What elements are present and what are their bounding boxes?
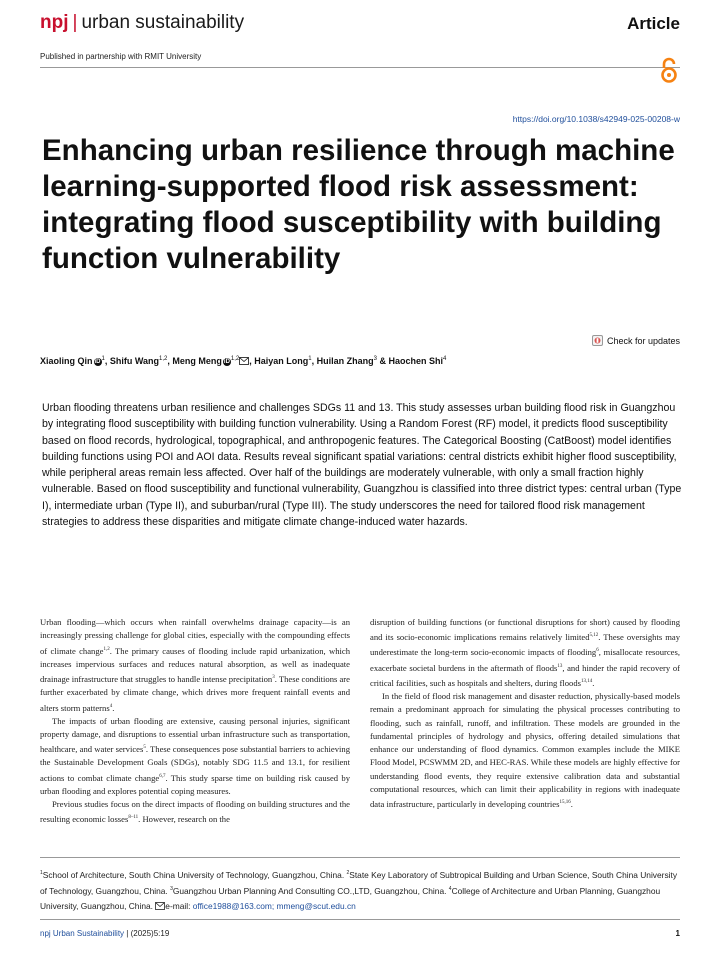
citation-ref[interactable]: 6,7 [159,773,166,779]
citation-ref[interactable]: 5 [143,745,146,751]
footer-volume: | (2025)5:19 [126,929,170,938]
author-affiliation: 1 [308,356,312,362]
author-affiliation: 1 [101,356,105,362]
author-name[interactable]: Shifu Wang [109,356,160,366]
journal-title: urban sustainability [81,12,245,33]
footer-citation [40,929,169,938]
author-name[interactable]: Haiyan Long [254,356,309,366]
body-column-left [40,616,350,827]
affiliation-number: 4 [448,886,452,893]
author-affiliation: 3 [373,356,377,362]
citation-ref[interactable]: 13 [557,663,563,669]
affiliation-text: College of Architecture and Urban Planning, Guangzhou University, Guangzhou, China. [40,886,661,911]
partner-statement: Published in partnership with RMIT University [40,52,202,61]
affiliation-text: Guangzhou Urban Planning And Consulting CO.,LTD, Guangzhou, China. [172,886,449,897]
header-rule [40,67,680,68]
citation-ref[interactable]: 15,16 [559,800,571,806]
author-separator: & [376,356,389,366]
affiliation-number: 1 [40,870,43,876]
mail-icon[interactable] [239,357,249,365]
email-icon [155,902,165,910]
author-name[interactable]: Meng Meng [172,356,222,366]
author-separator: , [167,356,173,366]
author-name[interactable]: Haochen Shi [388,356,444,366]
body-paragraph: Previous studies focus on the direct impacts of flooding on building structures and the resulting economic losses$^{8-11}$. However, research on the [40,799,350,825]
author-affiliation: 1,2 [159,356,168,362]
email-addresses[interactable]: office1988@163.com; mmeng@scut.edu.cn [192,900,356,911]
citation-ref[interactable]: 5,12 [589,633,599,639]
check-updates-label: Check for updates [606,335,680,346]
affiliation-number: 2 [346,870,350,876]
article-type-label: Article [627,14,680,33]
citation-ref[interactable]: 13,14 [580,678,593,684]
body-paragraph: disruption of building functions (or functional disruptions for short) caused by flooding and its socio-economic implications remains relatively limited$^{5,12}$. These oversights may underestimate the long-term socio-economic impacts of flooding$^6$, misallocate resources, exacerbate societal burdens in the aftermath of floods$^{13}$, and hinder the rapid recovery of critical facilities, such as hospitals and shelters, during floods$^{13,14}$. [370,617,680,688]
journal-divider: | [72,12,78,33]
affiliation-number: 3 [170,886,173,893]
citation-ref[interactable]: 3 [272,675,275,681]
citation-ref[interactable]: 4 [109,703,113,709]
author-affiliation: 4 [443,356,447,362]
footer-rule [40,919,680,920]
orcid-icon[interactable]: iD [94,359,101,365]
body-column-right [370,616,680,811]
check-for-updates-button[interactable] [592,335,680,346]
doi-link[interactable]: https://doi.org/10.1038/s42949-025-00208-w [512,114,680,124]
journal-name[interactable] [40,12,244,34]
author-separator: , [249,356,255,366]
footnote-rule [40,857,680,858]
author-name[interactable]: Huilan Zhang [316,356,374,366]
affiliations-footnote [40,866,680,913]
orcid-icon[interactable]: iD [223,359,230,365]
footer-journal-link[interactable]: npj Urban Sustainability [40,929,125,938]
journal-npj: npj [40,12,69,33]
author-list [40,356,446,366]
body-paragraph: Urban flooding—which occurs when rainfall overwhelms drainage capacity—is an increasingly pressing challenge for global cities, especially with the compounding effects of climate change$^{1,2}$. The primary causes of flooding include rapid urbanization, which increases impervious surfaces and reduces natural absorption, as well as inadequate drainage infrastructure that struggles to handle intense precipitation$^3$. These conditions are further exacerbated by climate change, which drives more frequent rainfall events and alters storm patterns$^4$. [40,617,350,713]
email-label: e-mail: [165,900,193,911]
citation-ref[interactable]: 8–11 [128,815,139,821]
author-separator: , [104,356,110,366]
open-access-icon [658,56,680,84]
body-paragraph: The impacts of urban flooding are extensive, causing personal injuries, significant property damage, and disruptions to essential urban infrastructure such as transportation, healthcare, and water services$^5$. These consequences pose substantial barriers to achieving the Sustainable Development Goals (SDGs), notably SDG 11.5 and 13.1, for resilient actions to combat climate change$^{6,7}$. This study sparse time on building risk caused by urban flooding and explores potential coping measures. [40,715,350,796]
affiliation-text: State Key Laboratory of Subtropical Building and Urban Science, South China University of Technology, Guangzhou, China. [40,869,678,897]
citation-ref[interactable]: 1,2 [103,646,110,652]
abstract: Urban flooding threatens urban resilience and challenges SDGs 11 and 13. This study assesses urban building flood risk in Guangzhou by integrating flood susceptibility with building function vulnerability. Using a Random Forest (RF) model, it predicts flood susceptibility based on flood records, hydrological, topographical, and anthropogenic features. The Categorical Boosting (CatBoost) model identifies building functions using POI and AOI data. Results reveal significant spatial variations: central districts exhibit higher flood susceptibility, while peripheral areas remain less affected. Over half of the buildings are moderately vulnerable, with only a small fraction highly vulnerable. Based on flood susceptibility and functional vulnerability, Guangzhou is classified into three district types: central urban (Type I), intermediate urban (Type II), and suburban/rural (Type III). The study underscores the need for tailored flood risk management strategies to address these disparities and mitigate climate change-induced water hazards. [42,402,682,529]
citation-ref[interactable]: 6 [596,648,599,654]
article-title: Enhancing urban resilience through machine learning-supported flood risk assessment: integrating flood susceptibility with building function vulnerability [42,134,675,275]
author-affiliation: 1,2 [230,356,240,362]
author-separator: , [311,356,317,366]
author-name[interactable]: Xiaoling Qin [40,356,93,366]
check-updates-icon [592,335,603,346]
affiliation-text: School of Architecture, South China University of Technology, Guangzhou, China. [42,869,347,880]
body-paragraph: In the field of flood risk management and disaster reduction, physically-based models remain a predominant approach for simulating the physical processes contributing to flooding, such as rainfall, runoff, and infiltration. These models are grounded in the fundamental principles of hydrology and physics, offering detailed simulations that enhance our understanding of flood dynamics. Common examples include the MIKE Flood Model, PCSWMM 2D, and HEC-RAS. While these models are highly effective for understanding flood events, they require extensive calibration data and substantial computational resources, which can limit their applicability in regions with inadequate data infrastructure, particularly in developing countries$^{15,16}$. [370,690,680,810]
page-number: 1 [675,929,680,938]
